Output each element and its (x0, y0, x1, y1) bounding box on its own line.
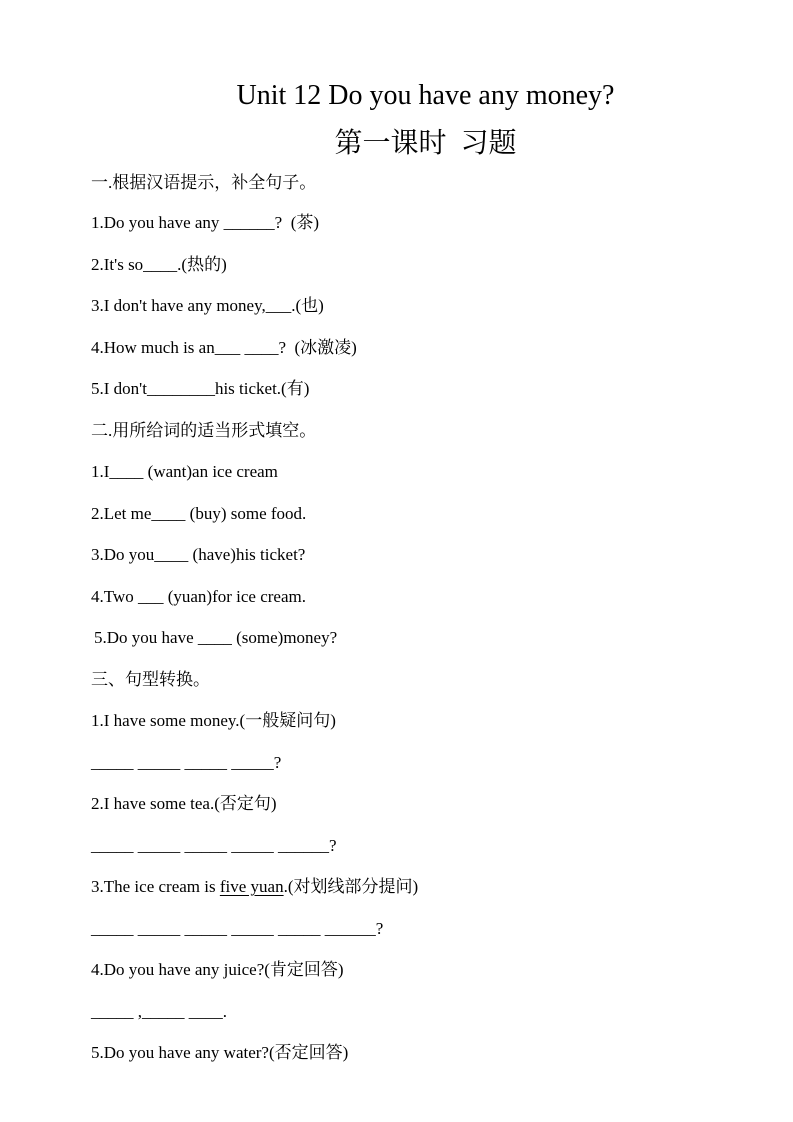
s3-q3-answer-blanks: _____ _____ _____ _____ _____ ______? (91, 919, 384, 938)
s3-q3-prompt-before: 3.The ice cream is (91, 877, 220, 896)
s3-q1-prompt: 1.I have some money.(一般疑问句) (91, 711, 336, 730)
s3-q2-answer-blanks: _____ _____ _____ _____ ______? (91, 836, 337, 855)
s3-q2-prompt: 2.I have some tea.(否定句) (91, 794, 277, 813)
s3-q5-prompt: 5.Do you have any water?(否定回答) (91, 1043, 349, 1062)
s2-item-4: 4.Two ___ (yuan)for ice cream. (91, 587, 306, 606)
section-3-heading: 三、句型转换。 (91, 670, 210, 689)
s2-item-1: 1.I____ (want)an ice cream (91, 462, 278, 481)
s3-q3-prompt (91, 876, 418, 898)
s3-q4-answer-blanks: _____ ,_____ ____. (91, 1002, 227, 1021)
s1-item-5: 5.I don't________his ticket.(有) (91, 379, 310, 398)
s2-item-5: 5.Do you have ____ (some)money? (94, 628, 338, 647)
s3-q4-prompt: 4.Do you have any juice?(肯定回答) (91, 960, 344, 979)
s2-item-2: 2.Let me____ (buy) some food. (91, 504, 307, 523)
s1-item-1: 1.Do you have any ______? (茶) (91, 213, 320, 232)
section-1-heading: 一.根据汉语提示，补全句子。 (91, 173, 317, 192)
s1-item-2: 2.It's so____.(热的) (91, 255, 227, 274)
s2-item-3: 3.Do you____ (have)his ticket? (91, 545, 306, 564)
s1-item-4: 4.How much is an___ ____? (冰激凌) (91, 338, 357, 357)
s3-q1-answer-blanks: _____ _____ _____ _____? (91, 753, 282, 772)
s1-item-3: 3.I don't have any money,___.(也) (91, 296, 324, 315)
section-2-heading: 二.用所给词的适当形式填空。 (91, 421, 317, 440)
s3-q3-underlined-phrase: five yuan (219, 877, 284, 896)
s3-q3-prompt-after: .(对划线部分提问) (283, 877, 419, 896)
page-subtitle: 第一课时 习题 (334, 128, 517, 159)
page-title: Unit 12 Do you have any money? (236, 80, 615, 111)
